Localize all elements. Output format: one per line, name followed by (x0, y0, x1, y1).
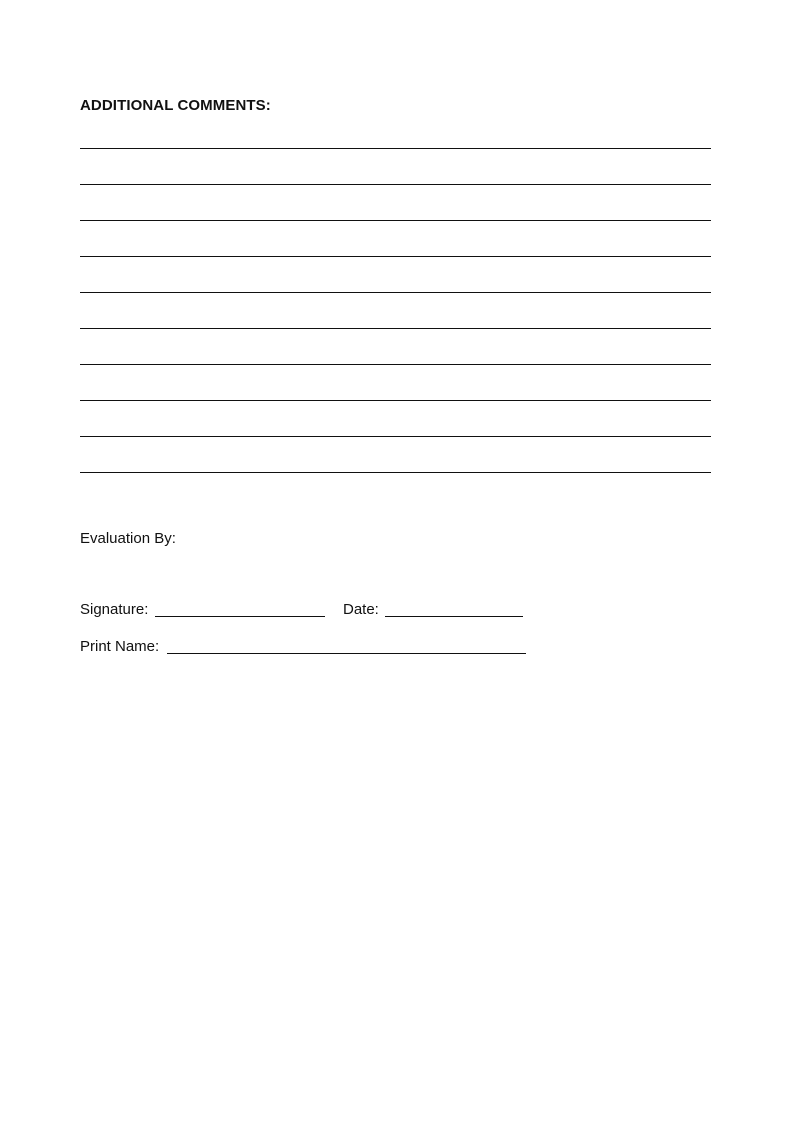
additional-comments-heading: ADDITIONAL COMMENTS: (80, 97, 271, 114)
signature-label: Signature: (80, 601, 149, 618)
comment-line-9[interactable] (80, 436, 711, 437)
comment-line-7[interactable] (80, 364, 711, 365)
signature-field[interactable] (155, 616, 325, 617)
comment-line-1[interactable] (80, 148, 711, 149)
comment-line-8[interactable] (80, 400, 711, 401)
comment-line-4[interactable] (80, 256, 711, 257)
date-field[interactable] (385, 616, 523, 617)
comment-line-6[interactable] (80, 328, 711, 329)
print-name-label: Print Name: (80, 638, 160, 655)
comment-line-5[interactable] (80, 292, 711, 293)
evaluation-by-label: Evaluation By: (80, 530, 176, 547)
comment-line-3[interactable] (80, 220, 711, 221)
date-label: Date: (343, 601, 379, 618)
comment-line-2[interactable] (80, 184, 711, 185)
comment-line-10[interactable] (80, 472, 711, 473)
print-name-field[interactable] (167, 653, 526, 654)
